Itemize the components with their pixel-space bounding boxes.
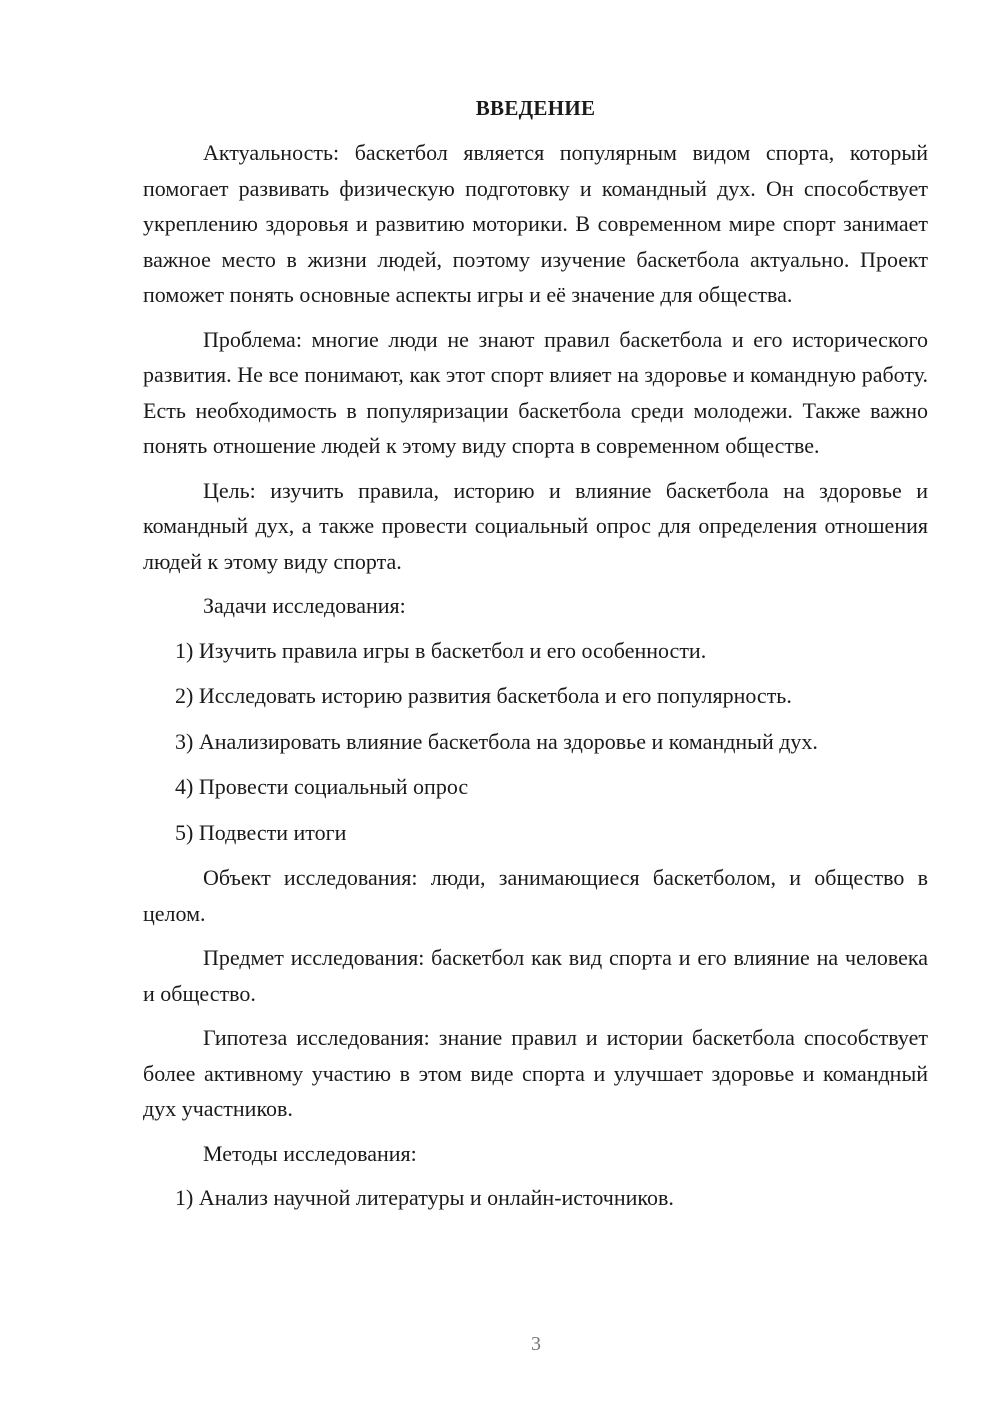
object-paragraph: Объект исследования: люди, занимающиеся баскетболом, и общество в целом. [143,865,928,926]
methods-title: Методы исследования: [203,1140,417,1166]
problem-paragraph: Проблема: многие люди не знают правил баскетбола и его исторического развития. Не все понимают, как этот спорт влияет на здоровье и командную работу. Есть необходимость в популяризации баскетбола среди молодежи. Также важно понять отношение людей к этому виду спорта в современном обществе. [143,326,928,458]
relevance-paragraph: Актуальность: баскетбол является популярным видом спорта, который помогает развивать физическую подготовку и командный дух. Он способствует укреплению здоровья и развитию моторики. В современном мире спорт занимает важное место в жизни людей, поэтому изучение баскетбола актуально. Проект поможет понять основные аспекты игры и её значение для общества. [143,140,928,307]
task-item: 2) Исследовать историю развития баскетбола и его популярность. [175,683,792,708]
task-item: 1) Изучить правила игры в баскетбол и его особенности. [175,637,707,663]
tasks-title: Задачи исследования: [203,593,406,618]
task-item: 4) Провести социальный опрос [175,774,469,799]
subject-paragraph: Предмет исследования: баскетбол как вид спорта и его влияние на человека и общество. [143,945,928,1006]
page-content [143,93,928,1226]
task-item: 5) Подвести итоги [175,819,347,845]
task-item: 3) Анализировать влияние баскетбола на здоровье и командный дух. [175,728,818,754]
method-item: 1) Анализ научной литературы и онлайн-источников. [175,1185,674,1210]
page-title: ВВЕДЕНИЕ [475,96,596,120]
hypothesis-paragraph: Гипотеза исследования: знание правил и истории баскетбола способствует более активному участию в этом виде спорта и улучшает здоровье и командный дух участников. [143,1025,928,1121]
goal-paragraph: Цель: изучить правила, историю и влияние баскетбола на здоровье и командный дух, а также провести социальный опрос для определения отношения людей к этому виду спорта. [143,477,928,574]
page-number: 3 [531,1333,541,1355]
